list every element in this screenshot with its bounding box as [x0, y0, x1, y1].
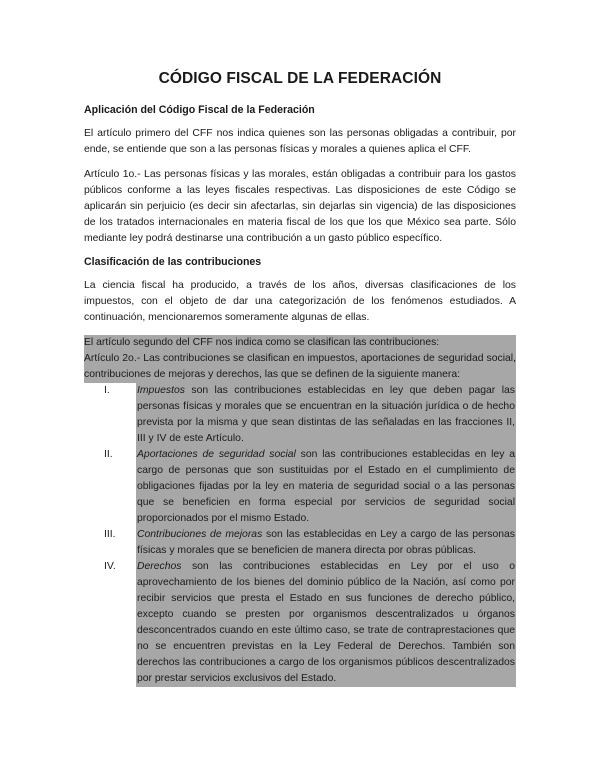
list-item-term: Impuestos	[137, 385, 185, 396]
list-item-number: II.	[104, 449, 113, 460]
list-item-text: son las contribuciones establecidas en ley a cargo de personas que son sustituidas por el Estado en el cumplimiento de obligaciones fijadas por la ley en materia de seguridad social o a las personas que se beneficien en forma especial por servicios de seguridad social proporcionados por el mismo Estado.	[137, 449, 515, 524]
paragraph-ciencia-fiscal: La ciencia fiscal ha producido, a través de los años, diversas clasificaciones de los impuestos, con el objeto de dar una categorización de los fenómenos estudiados. A continuación, mencionaremos someramente algunas de ellas.	[84, 280, 516, 323]
section-heading-clasificacion: Clasificación de las contribuciones	[84, 256, 262, 268]
list-item-term: Contribuciones de mejoras	[137, 529, 263, 540]
document-title: CÓDIGO FISCAL DE LA FEDERACIÓN	[158, 70, 442, 87]
section-heading-aplicacion: Aplicación del Código Fiscal de la Federación	[84, 104, 315, 116]
highlighted-intro: El artículo segundo del CFF nos indica como se clasifican las contribuciones:	[84, 337, 440, 348]
contribution-types-list	[84, 383, 516, 687]
list-item-text: son las establecidas en Ley a cargo de las personas físicas y morales que se beneficien de manera directa por obras públicas.	[137, 529, 515, 556]
list-item-text: son las contribuciones establecidas en Ley por el uso o aprovechamiento de los bienes del dominio público de la Nación, así como por recibir servicios que presta el Estado en sus funciones de derecho público, excepto cuando se presten por organismos descentralizados u órganos desconcentrados cuando en este último caso, se trate de contraprestaciones que no se encuentren previstas en la Ley Federal de Derechos. También son derechos las contribuciones a cargo de los organismos públicos descentralizados por prestar servicios exclusivos del Estado.	[137, 561, 515, 684]
list-item	[84, 447, 516, 527]
list-item-number: IV.	[104, 561, 116, 572]
list-item	[84, 559, 516, 687]
paragraph-articulo-2: Artículo 2o.- Las contribuciones se clasifican en impuestos, aportaciones de seguridad social, contribuciones de mejoras y derechos, las que se definen de la siguiente manera:	[84, 353, 516, 380]
list-item-text: son las contribuciones establecidas en ley que deben pagar las personas físicas y morales que se encuentran en la situación jurídica o de hecho prevista por la misma y que sean distintas de las señaladas en las fracciones II, III y IV de este Artículo.	[137, 385, 515, 444]
paragraph-articulo-1: Artículo 1o.- Las personas físicas y las morales, están obligadas a contribuir para los gastos públicos conforme a las leyes fiscales respectivas. Las disposiciones de este Código se aplicarán sin perjuicio (es decir sin afectarlas, sin dejarlas sin vigencia) de las disposiciones de los tratados internacionales en materia fiscal de los que los que México sea parte. Sólo mediante ley podrá destinarse una contribución a un gasto público específico.	[84, 169, 516, 244]
list-item	[84, 527, 516, 559]
list-item-term: Aportaciones de seguridad social	[137, 449, 296, 460]
list-item-number: I.	[104, 385, 110, 396]
highlighted-block	[84, 335, 516, 383]
paragraph-cff-intro: El artículo primero del CFF nos indica quienes son las personas obligadas a contribuir, por ende, se entiende que son a las personas físicas y morales a quienes aplica el CFF.	[84, 128, 516, 155]
list-item-number: III.	[104, 529, 116, 540]
list-item	[84, 383, 516, 447]
list-item-term: Derechos	[137, 561, 182, 572]
